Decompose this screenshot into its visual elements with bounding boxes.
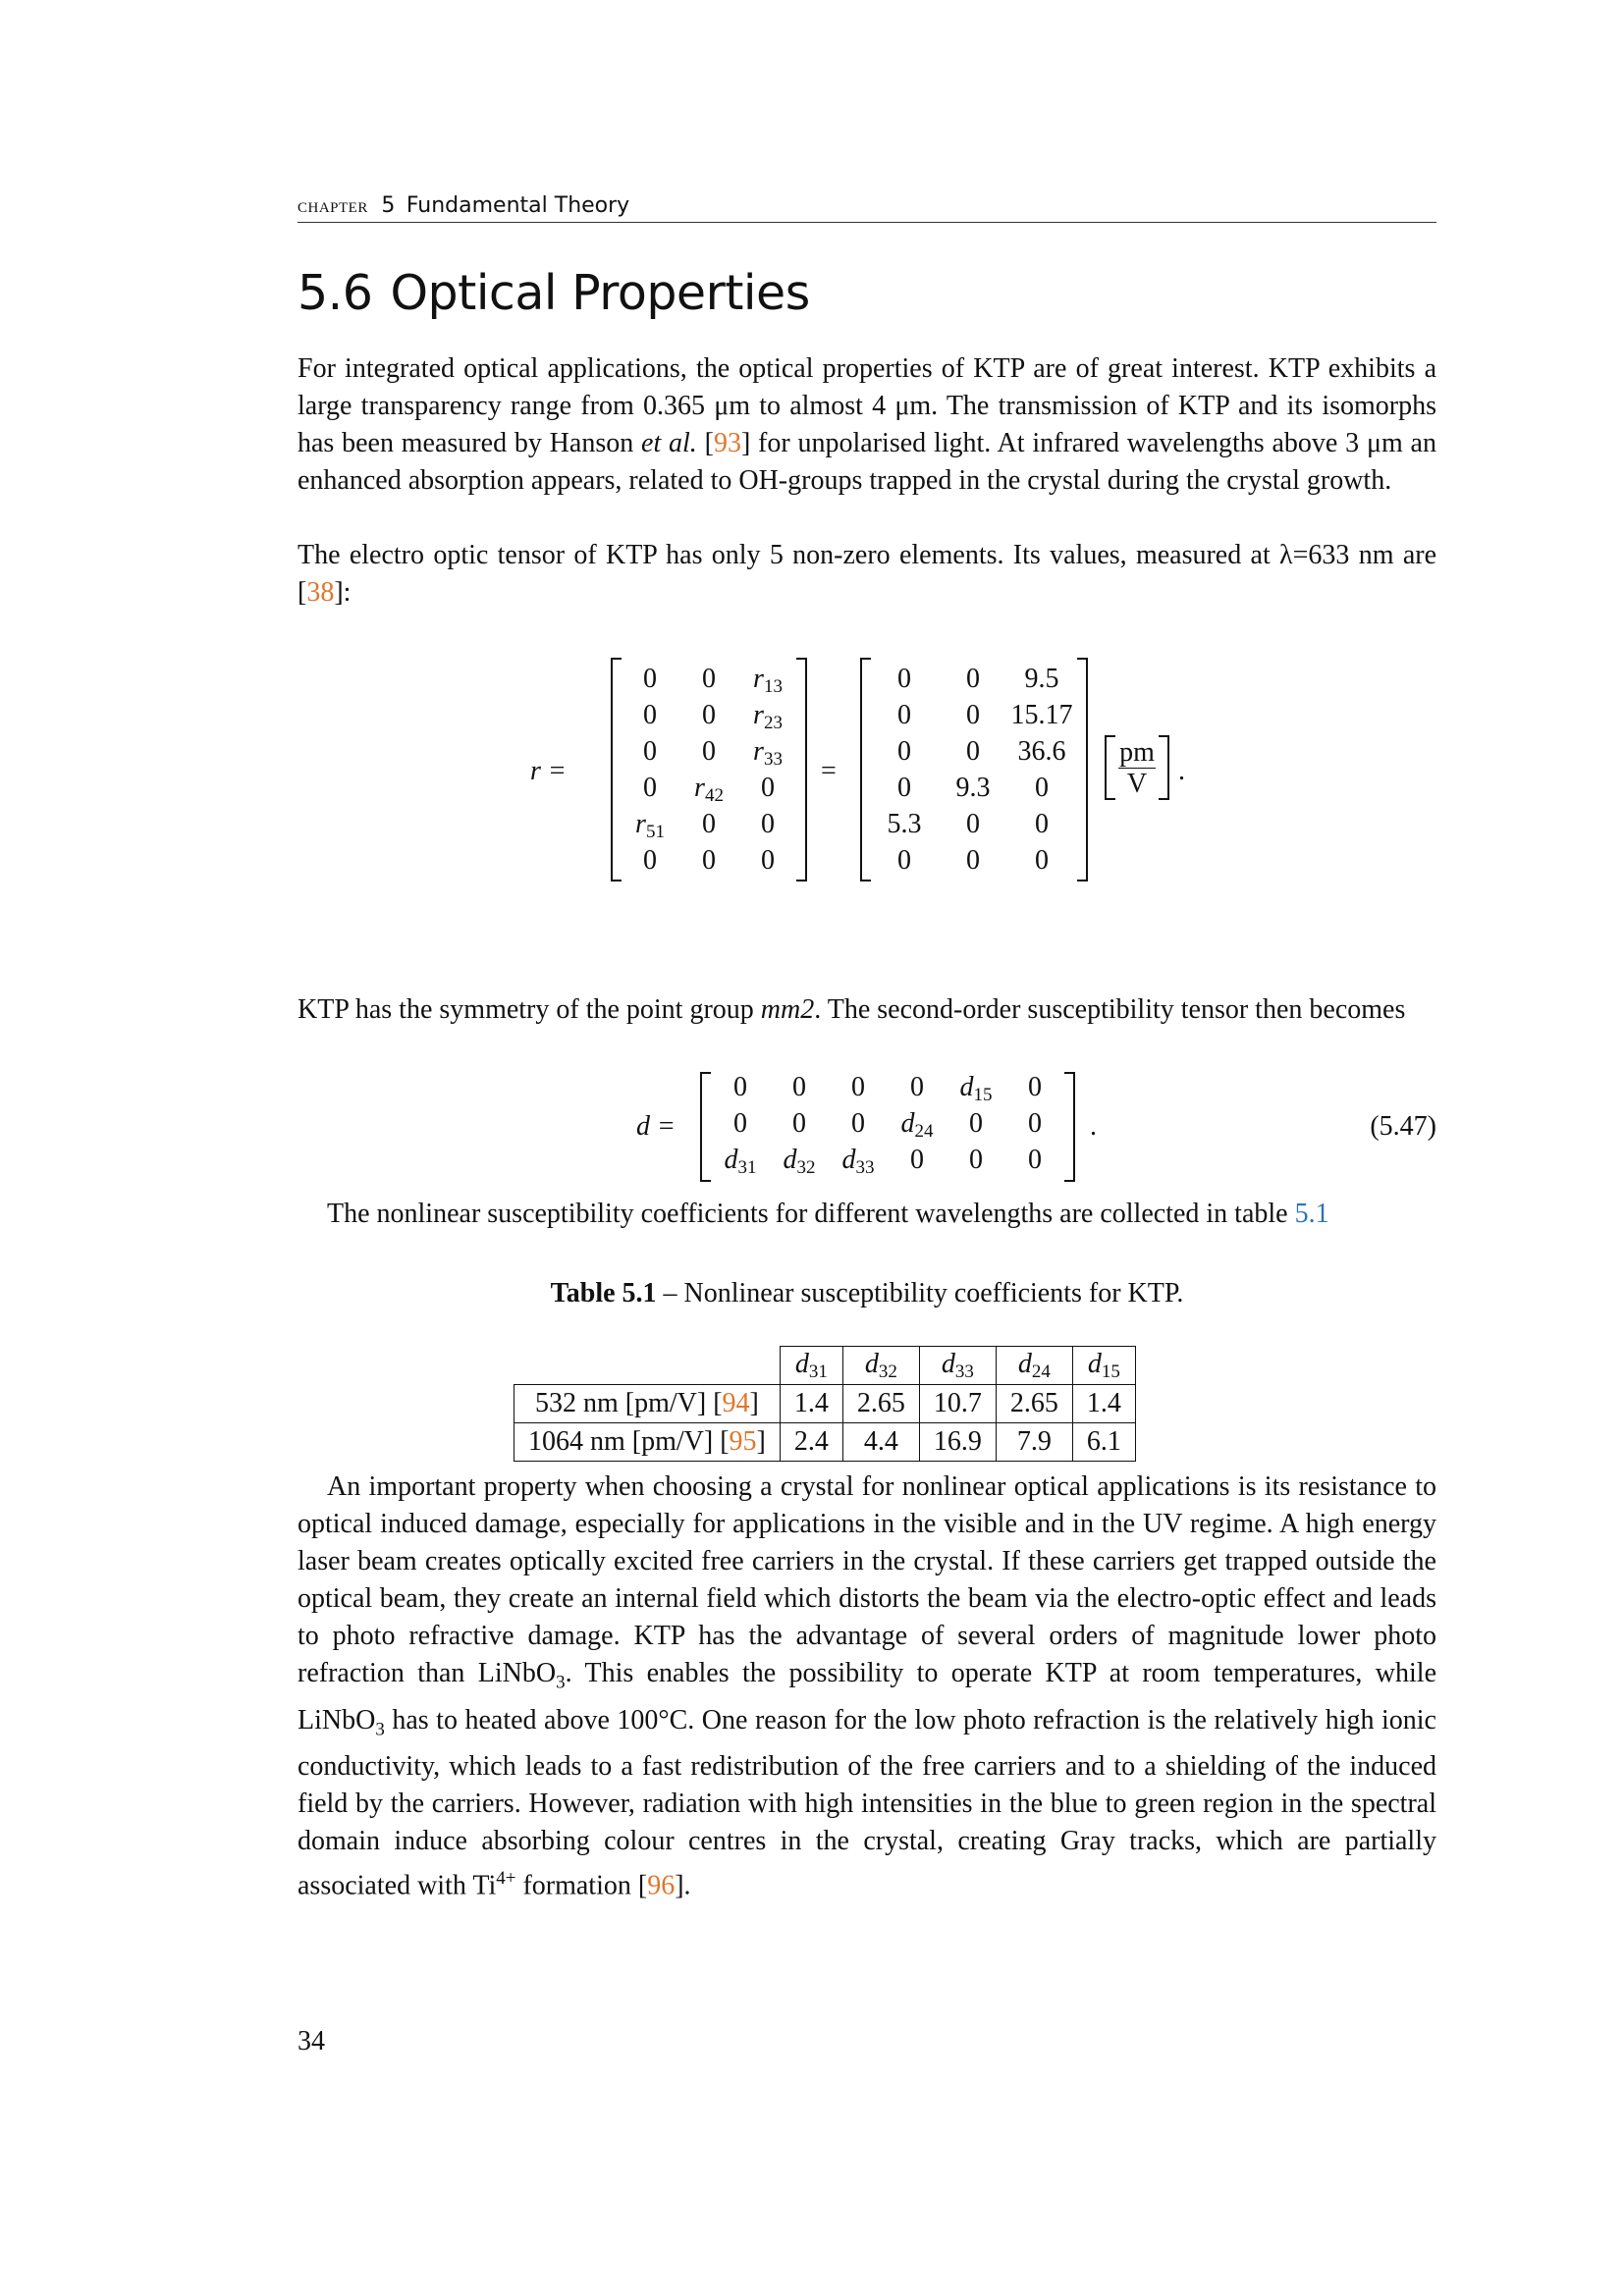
paragraph-transparency	[298, 350, 1436, 500]
table-corner	[514, 1347, 781, 1385]
bracket-right	[1064, 1072, 1075, 1182]
d-matrix-cell: 0	[969, 1108, 983, 1139]
susceptibility-tensor-equation	[628, 1072, 1436, 1184]
r-numeric-cell: 0	[897, 773, 911, 803]
d-lhs-text: d =	[636, 1111, 676, 1142]
table-caption	[298, 1278, 1436, 1309]
citation-93[interactable]: 93	[713, 428, 741, 458]
running-header	[298, 192, 1436, 223]
header-d31-text: 31	[808, 1361, 828, 1382]
subscript-3b: 3	[375, 1719, 385, 1740]
table-link[interactable]: 5.1	[1294, 1199, 1329, 1229]
para1-text: For integrated optical applications, the optical properties of KTP are of great interest. KTP exhibits a large transparency range from 0.365 μm to almost 4 μm. The transmission of KTP and its isomorphs has been measured by Hanson	[298, 353, 1436, 458]
r-numeric-cell: 0	[1035, 773, 1049, 803]
table-row	[514, 1423, 1136, 1462]
d-matrix-cell: 0	[1028, 1108, 1042, 1139]
eq-r-period: .	[1178, 756, 1185, 786]
header-d32: $d_{32}$	[842, 1347, 919, 1385]
r-symbolic-cell: 0	[643, 700, 657, 730]
unit-fraction	[1105, 735, 1169, 800]
r-symbolic-cell: $r_{42}$	[694, 773, 724, 806]
paragraph-symmetry	[298, 991, 1436, 1029]
r-symbolic-cell: 0	[702, 736, 716, 767]
para5-text-2: . This enables the possibility to operate KTP at room temperatures, while LiNbO	[298, 1658, 1436, 1735]
point-group: mm2	[760, 994, 815, 1025]
r-numeric-cell: 9.5	[1024, 664, 1059, 694]
chapter-title: Fundamental Theory	[406, 193, 630, 218]
section-title: Optical Properties	[390, 265, 810, 321]
table-cell: 4.4	[842, 1423, 919, 1462]
d-matrix-cell: $d_{24}$	[900, 1108, 934, 1142]
r-numeric-cell: 15.17	[1010, 700, 1073, 730]
table-cell: 1.4	[780, 1385, 842, 1423]
bracket-right	[796, 658, 807, 881]
unit-denominator: V	[1126, 769, 1148, 799]
para1-bracket: [	[696, 428, 714, 458]
r-symbolic-cell: $r_{33}$	[753, 736, 783, 770]
r-numeric-cell: 0	[966, 736, 980, 767]
r-lhs	[530, 756, 567, 787]
paragraph-optical-damage	[298, 1468, 1436, 1905]
r-symbolic-cell: 0	[761, 845, 775, 876]
para2-text: The electro optic tensor of KTP has only 5 non-zero elements. Its values, measured at λ=633 nm are [	[298, 540, 1436, 608]
d-matrix-cell: 0	[910, 1145, 924, 1175]
header-d24-text: 24	[1031, 1361, 1051, 1382]
header-d15: $d_{15}$	[1072, 1347, 1135, 1385]
r-numeric-cell: 0	[1035, 845, 1049, 876]
r-symbolic-matrix	[611, 658, 807, 881]
r-symbolic-cell: 0	[761, 773, 775, 803]
citation-95[interactable]: 95	[729, 1426, 757, 1457]
table-cell: 1.4	[1072, 1385, 1135, 1423]
para1-text-2: ] for unpolarised light. At infrared wavelengths above 3 μm an enhanced absorption appears, related to OH-groups trapped in the crystal during the crystal growth.	[298, 428, 1436, 496]
d-matrix-cell: 0	[733, 1072, 747, 1102]
table-cell: 6.1	[1072, 1423, 1135, 1462]
para5-text-4: formation [	[515, 1870, 648, 1901]
r-numeric-cell: 36.6	[1017, 736, 1066, 767]
d-matrix-cell: 0	[969, 1145, 983, 1175]
header-d15-text: 15	[1101, 1361, 1120, 1382]
row-label-text: 532 nm [pm/V] [	[535, 1388, 723, 1418]
r-numeric-cell: 0	[966, 809, 980, 839]
r-numeric-cell: 0	[966, 700, 980, 730]
para5-text-5: ].	[675, 1870, 691, 1901]
table-cell: 10.7	[919, 1385, 996, 1423]
table-caption-text: – Nonlinear susceptibility coefficients for KTP.	[656, 1278, 1184, 1308]
table-header-row	[514, 1347, 1136, 1385]
table-cell: 2.65	[842, 1385, 919, 1423]
row-label-close: ]	[749, 1388, 759, 1418]
eq-d-period: .	[1090, 1111, 1097, 1142]
d-matrix	[700, 1072, 1075, 1182]
bracket-left	[700, 1072, 711, 1182]
r-symbolic-cell: 0	[643, 736, 657, 767]
d-matrix-cell: 0	[851, 1108, 865, 1139]
r-symbolic-cell: $r_{13}$	[753, 664, 783, 697]
r-symbolic-cell: 0	[761, 809, 775, 839]
subscript-3: 3	[556, 1672, 566, 1693]
r-numeric-cell: 0	[966, 845, 980, 876]
table-cell: 2.65	[996, 1385, 1072, 1423]
r-numeric-cell: 0	[897, 736, 911, 767]
table-cell: 16.9	[919, 1423, 996, 1462]
para2-text-2: ]:	[334, 577, 352, 608]
r-numeric-matrix	[860, 658, 1088, 881]
row-label	[514, 1423, 781, 1462]
d-matrix-cell: $d_{33}$	[841, 1145, 875, 1178]
d-lhs	[636, 1111, 676, 1143]
bracket-right	[1077, 658, 1088, 881]
r-numeric-cell: 9.3	[955, 773, 991, 803]
paragraph-electro-optic	[298, 537, 1436, 612]
superscript-4plus: 4+	[496, 1868, 516, 1890]
section-heading	[298, 265, 810, 321]
r-symbolic-cell: 0	[643, 845, 657, 876]
r-symbolic-cell: $r_{23}$	[753, 700, 783, 733]
r-numeric-cell: 0	[966, 664, 980, 694]
unit-numerator: pm	[1119, 737, 1155, 768]
r-lhs-text: r =	[530, 756, 567, 786]
para3-text-2: . The second-order susceptibility tensor then becomes	[814, 994, 1406, 1025]
para4-text: The nonlinear susceptibility coefficients for different wavelengths are collected in table	[327, 1199, 1295, 1229]
susceptibility-table	[514, 1346, 1136, 1462]
page-number: 34	[298, 2026, 325, 2056]
d-matrix-cell: 0	[792, 1108, 806, 1139]
header-d24: $d_{24}$	[996, 1347, 1072, 1385]
header-d33: $d_{33}$	[919, 1347, 996, 1385]
d-matrix-cell: $d_{31}$	[724, 1145, 757, 1178]
row-label-close: ]	[756, 1426, 766, 1457]
r-symbolic-cell: 0	[643, 664, 657, 694]
d-matrix-cell: $d_{15}$	[959, 1072, 993, 1105]
paragraph-table-reference	[298, 1196, 1436, 1233]
r-symbolic-cell: 0	[702, 845, 716, 876]
r-symbolic-cell: 0	[702, 700, 716, 730]
table-row	[514, 1385, 1136, 1423]
citation-96[interactable]: 96	[647, 1870, 676, 1901]
section-number: 5.6	[298, 265, 373, 321]
d-matrix-cell: 0	[733, 1108, 747, 1139]
d-matrix-cell: 0	[851, 1072, 865, 1102]
r-numeric-cell: 0	[897, 700, 911, 730]
d-matrix-cell: 0	[1028, 1145, 1042, 1175]
electro-optic-tensor-equation	[530, 658, 1218, 883]
r-numeric-cell: 5.3	[887, 809, 922, 839]
d-matrix-cell: 0	[792, 1072, 806, 1102]
para5-text-3: has to heated above 100°C. One reason for the low photo refraction is the relatively high ionic conductivity, which leads to a fast redistribution of the free carriers and to a shielding of the induced field by the carriers. However, radiation with high intensities in the blue to green region in the spectral domain induce absorbing colour centres in the crystal, creating Gray tracks, which are partially associated with Ti	[298, 1704, 1436, 1901]
table-cell: 7.9	[996, 1423, 1072, 1462]
r-numeric-cell: 0	[1035, 809, 1049, 839]
d-matrix-cell: 0	[910, 1072, 924, 1102]
r-symbolic-cell: 0	[702, 664, 716, 694]
r-numeric-cell: 0	[897, 845, 911, 876]
equals-sign: =	[821, 756, 837, 786]
row-label	[514, 1385, 781, 1423]
d-matrix-cell: $d_{32}$	[783, 1145, 816, 1178]
r-numeric-cell: 0	[897, 664, 911, 694]
header-d31: $d_{31}$	[780, 1347, 842, 1385]
table-label: Table 5.1	[550, 1278, 657, 1308]
para5-text: An important property when choosing a crystal for nonlinear optical applications is its resistance to optical induced damage, especially for applications in the visible and in the UV regime. A high energy laser beam creates optically excited free carriers in the crystal. If these carriers get trapped outside the optical beam, they create an internal field which distorts the beam via the electro-optic effect and leads to photo refractive damage. KTP has the advantage of several orders of magnitude lower photo refraction than LiNbO	[298, 1471, 1436, 1688]
header-d32-text: 32	[878, 1361, 897, 1382]
row-label-text: 1064 nm [pm/V] [	[528, 1426, 730, 1457]
r-symbolic-cell: 0	[702, 809, 716, 839]
citation-94[interactable]: 94	[722, 1388, 750, 1418]
chapter-label: chapter	[298, 192, 368, 217]
d-matrix-cell: 0	[1028, 1072, 1042, 1102]
equation-number: (5.47)	[1370, 1111, 1436, 1142]
et-al: et al.	[641, 428, 697, 458]
para3-text: KTP has the symmetry of the point group	[298, 994, 761, 1025]
r-symbolic-cell: 0	[643, 773, 657, 803]
table-cell: 2.4	[780, 1423, 842, 1462]
chapter-number: 5	[381, 193, 396, 218]
header-d33-text: 33	[954, 1361, 974, 1382]
r-symbolic-cell: $r_{51}$	[635, 809, 665, 842]
citation-38[interactable]: 38	[306, 577, 335, 608]
